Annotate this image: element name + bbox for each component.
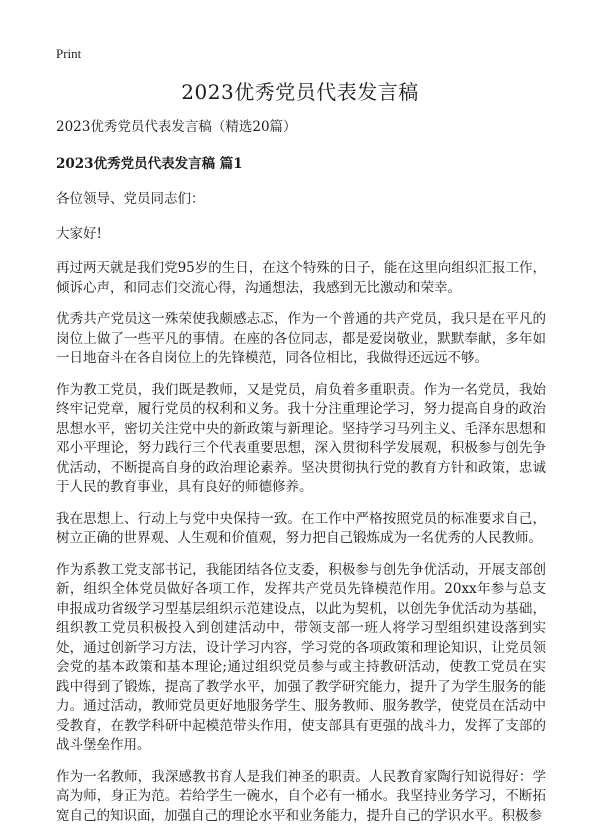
- page-title: 2023优秀党员代表发言稿: [181, 80, 419, 104]
- paragraph: 我在思想上、行动上与党中央保持一致。在工作中严格按照党员的标准要求自己，树立正确的世界观、人生观和价值观，努力把自己锻炼成为一名优秀的人民教师。: [56, 510, 546, 546]
- paragraph: 作为一名教师，我深感教书育人是我们神圣的职责。人民教育家陶行知说得好：学高为师，身正为范。若给学生一碗水，自个必有一桶水。我坚持业务学习，不断拓宽自己的知识面，加强自己的理论水平和业务能力，提升自己的学识水平。积极参: [56, 768, 546, 824]
- paragraph: 作为教工党员，我们既是教师，又是党员，肩负着多重职责。作为一名党员，我始终牢记党章，履行党员的权利和义务。我十分注重理论学习，努力提高自身的政治思想水平，密切关注党中央的新政策与新理论。坚持学习马列主义、毛泽东思想和邓小平理论，努力践行三个代表重要思想，深入贯彻科学发展观，积极参与创先争优活动，不断提高自身的政治理论素养。坚决贯彻执行党的教育方针和政策，忠诚于人民的教育事业，具有良好的师德修养。: [56, 381, 546, 495]
- article-subtitle: 2023优秀党员代表发言稿（精选20篇）: [56, 119, 297, 135]
- section-heading: 2023优秀党员代表发言稿 篇1: [56, 155, 243, 172]
- paragraph: 优秀共产党员这一殊荣使我颇感忐忑，作为一个普通的共产党员，我只是在平凡的岗位上做了一些平凡的事情。在座的各位同志，都是爱岗敬业，默默奉献，多年如一日地奋斗在各自岗位上的先锋模范，同各位相比，我做得还远远不够。: [56, 311, 546, 366]
- paragraph: 再过两天就是我们党95岁的生日，在这个特殊的日子，能在这里向组织汇报工作，倾诉心声，和同志们交流心得，沟通想法，我感到无比激动和荣幸。: [56, 260, 546, 296]
- paragraph: 作为系教工党支部书记，我能团结各位支委，积极参与创先争优活动，开展支部创新，组织全体党员做好各项工作，发挥共产党员先锋模范作用。20xx年参与总支申报成功省级学习型基层组织示范建设点，以此为契机，以创先争优活动为基础，组织教工党员积极投入到创建活动中，带领支部一班人将学习型组织建设落到实处，通过创新学习方法，设计学习内容，学习党的各项政策和理论知识，让党员领会党的基本政策和基本理论;通过组织党员参与或主持教研活动，使教工党员在实践中得到了锻炼，提高了教学水平，加强了教学研究能力，提升了为学生服务的能力。通过活动，教师党员更好地服务学生、服务教师、服务教学，使党员在活动中受教育，在教学科研中起模范带头作用，使支部具有更强的战斗力，发挥了支部的战斗堡垒作用。: [56, 561, 546, 753]
- print-link[interactable]: Print: [56, 46, 82, 61]
- article-body: [56, 118, 546, 838]
- greeting: 大家好!: [56, 225, 102, 242]
- salutation: 各位领导、党员同志们：: [56, 191, 205, 207]
